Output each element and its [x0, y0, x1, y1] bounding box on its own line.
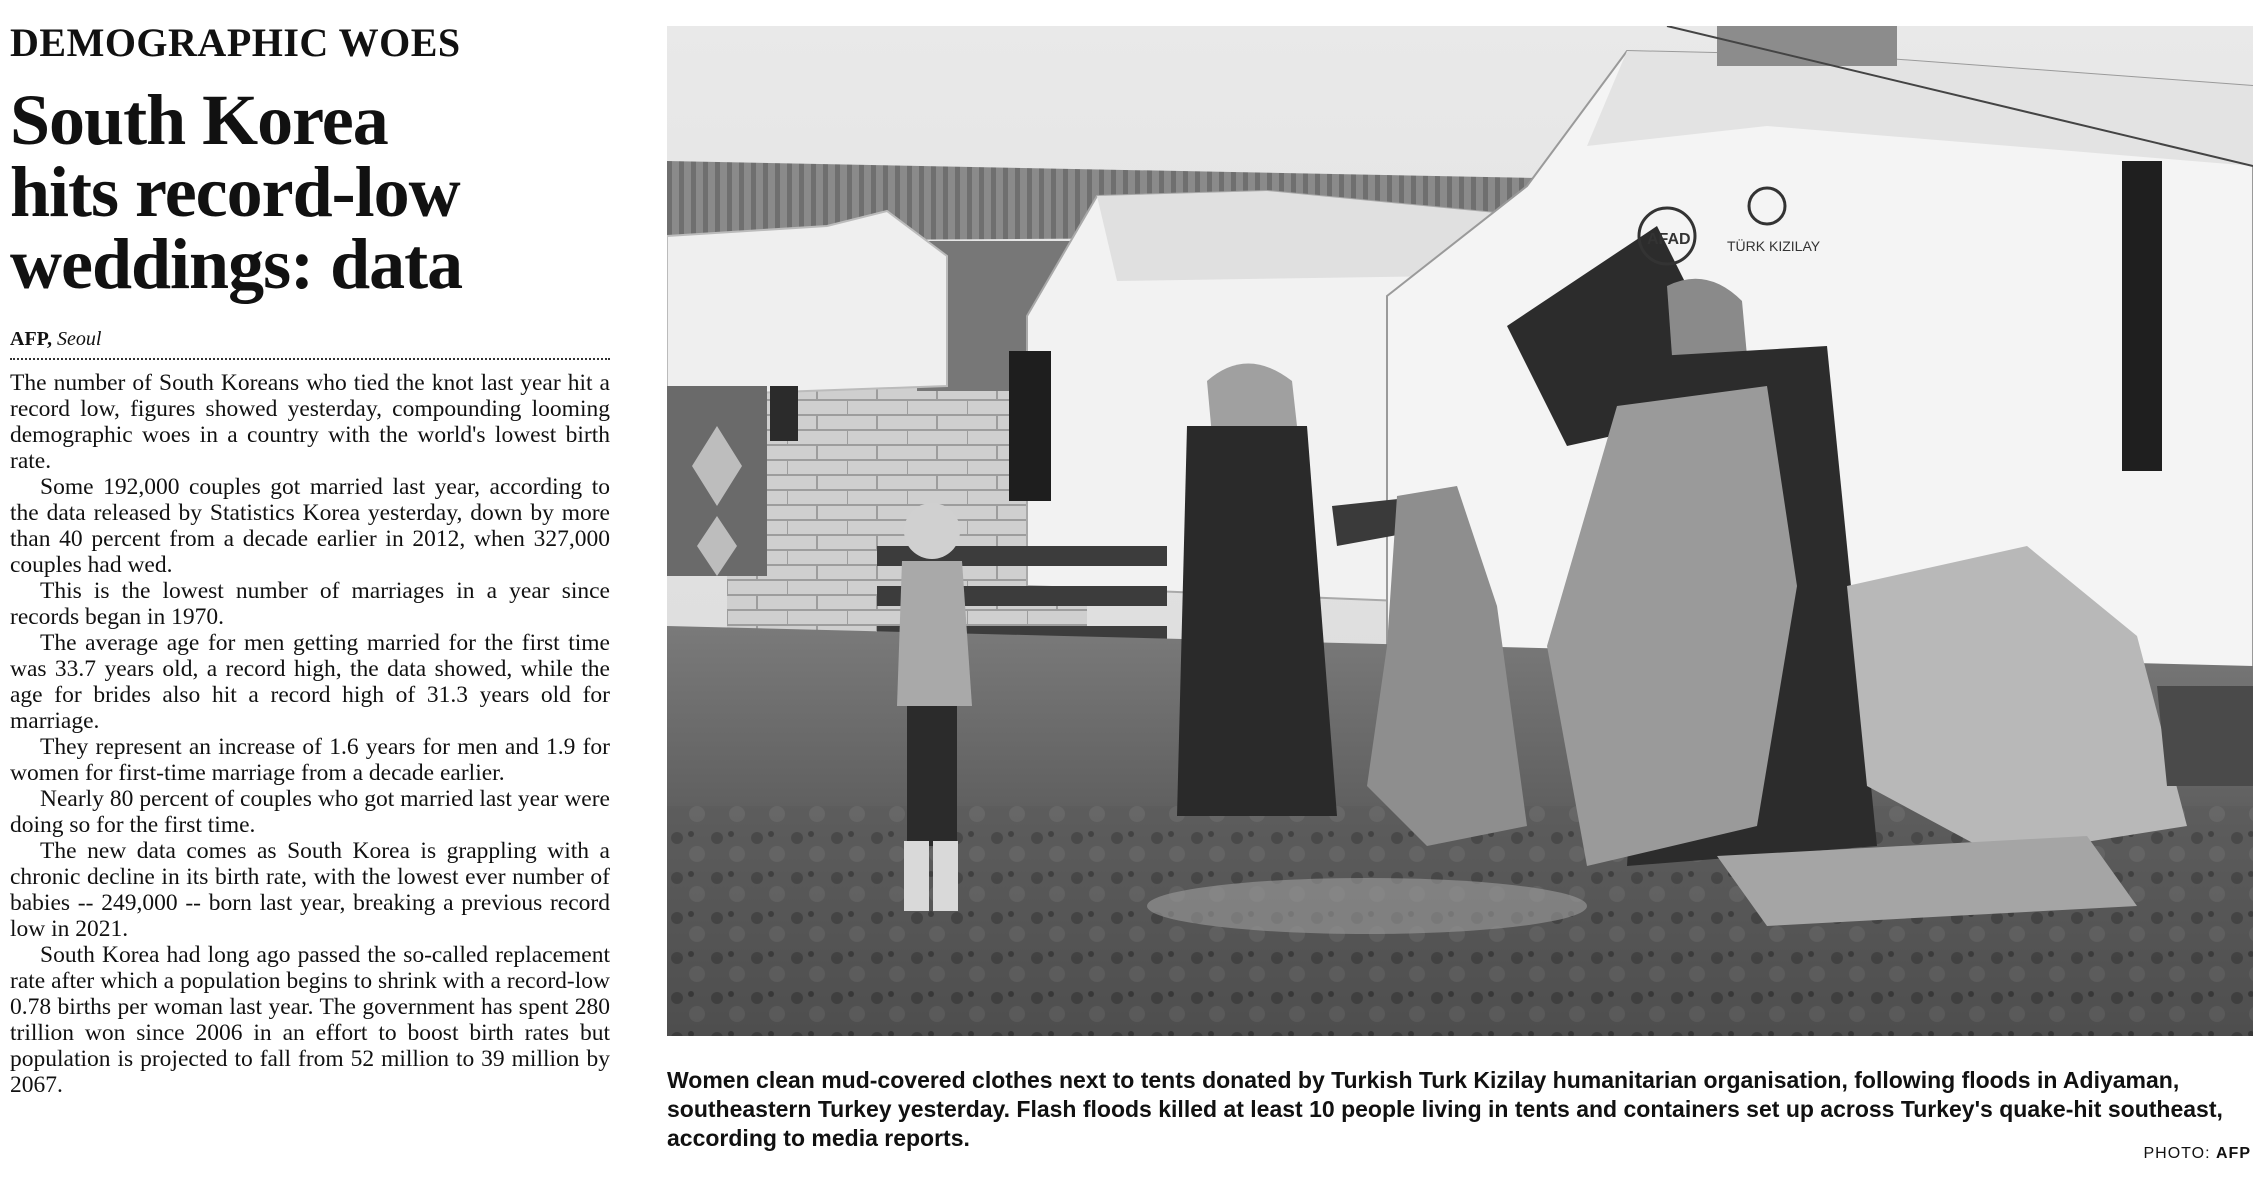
byline-city: Seoul — [57, 328, 102, 350]
headline-line-2: hits record-low — [10, 152, 460, 232]
paragraph: The average age for men getting married for the first time was 33.7 years old, a record high, the data showed, while the age for brides also hit a record high of 31.3 years old for marriage. — [10, 630, 610, 734]
article-column — [10, 20, 610, 1098]
headline — [10, 80, 610, 304]
news-photo — [667, 26, 2253, 1036]
paragraph: Some 192,000 couples got married last year, according to the data released by Statistics Korea yesterday, down by more than 40 percent from a decade earlier in 2012, when 327,000 couples had wed. — [10, 474, 610, 578]
paragraph: The number of South Koreans who tied the knot last year hit a record low, figures showed yesterday, compounding looming demographic woes in a country with the world's lowest birth rate. — [10, 370, 610, 474]
kicker: DEMOGRAPHIC WOES — [10, 20, 461, 65]
headline-line-1: South Korea — [10, 80, 388, 160]
paragraph: This is the lowest number of marriages in a year since records began in 1970. — [10, 578, 610, 630]
kizilay-label: TÜRK KIZILAY — [1727, 238, 1821, 254]
paragraph: South Korea had long ago passed the so-called replacement rate after which a population begins to shrink with a record-low 0.78 births per woman last year. The government has spent 280 trillion won since 2006 in an effort to boost birth rates but population is projected to fall from 52 million to 39 million by 2067. — [10, 942, 610, 1098]
photo-illustration — [667, 26, 2253, 1036]
photo-caption: Women clean mud-covered clothes next to tents donated by Turkish Turk Kizilay humanitarian organisation, following floods in Adiyaman, southeastern Turkey yesterday. Flash floods killed at least 10 people living in tents and containers set up across Turkey's quake-hit southeast, according to media reports. — [667, 1067, 2223, 1151]
photo-credit — [2144, 1145, 2252, 1163]
afad-label: AFAD — [1647, 231, 1691, 248]
hanging-garment — [2122, 161, 2162, 471]
byline — [10, 326, 610, 360]
bucket — [2157, 686, 2253, 786]
article-body — [10, 370, 610, 1098]
paragraph: They represent an increase of 1.6 years for men and 1.9 for women for first-time marriage from a decade earlier. — [10, 734, 610, 786]
puddle — [1147, 878, 1587, 934]
byline-agency: AFP, — [10, 328, 53, 350]
left-tent — [667, 211, 947, 396]
hanging-cloth — [1009, 351, 1051, 501]
headline-line-3: weddings: data — [10, 224, 463, 304]
paragraph: Nearly 80 percent of couples who got married last year were doing so for the first time. — [10, 786, 610, 838]
paragraph: The new data comes as South Korea is grappling with a chronic decline in its birth rate, with the lowest ever number of babies -- 249,000 -- born last year, breaking a previous record low in 2021. — [10, 838, 610, 942]
credit-label: PHOTO: — [2143, 1145, 2211, 1162]
credit-agency: AFP — [2216, 1145, 2251, 1162]
hanging-cloth-small — [770, 386, 798, 441]
